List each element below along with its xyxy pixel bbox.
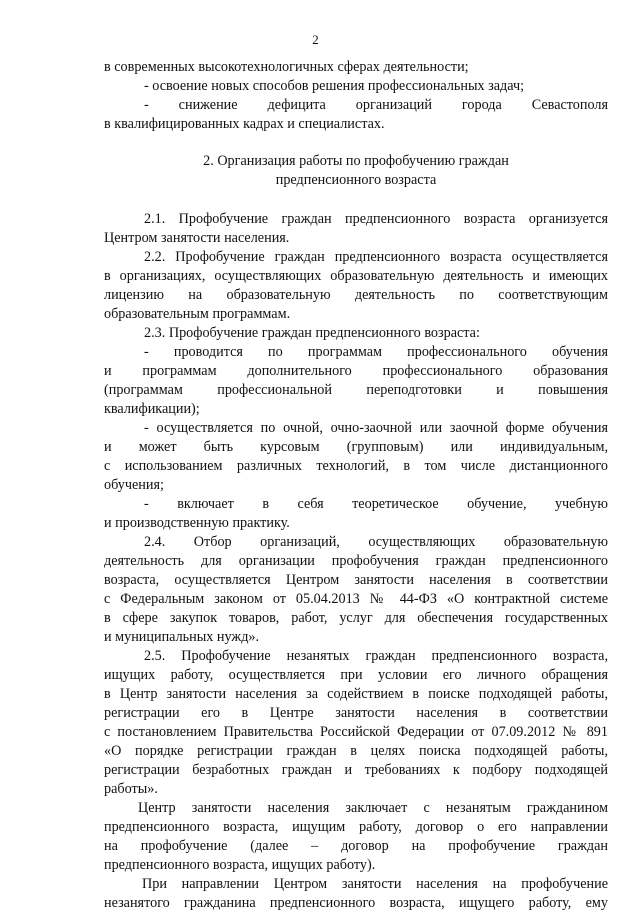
text-line: деятельность для организации профобучения граждан предпенсионного — [104, 553, 608, 569]
text-line: на профобучение (далее – договор на профобучение граждан — [104, 838, 608, 854]
text-line: лицензию на образовательную деятельность по соответствующим — [104, 287, 608, 303]
section-heading: 2. Организация работы по профобучению граждан — [203, 153, 509, 169]
text-line: с постановлением Правительства Российской Федерации от 07.09.2012 № 891 — [104, 724, 608, 740]
text-line: (программам профессиональной переподготовки и повышения — [104, 382, 608, 398]
text-line: и муниципальных нужд». — [104, 629, 260, 645]
text-line: квалификации); — [104, 401, 200, 417]
text-line: с использованием различных технологий, в том числе дистанционного — [104, 458, 608, 474]
text-line: 2.3. Профобучение граждан предпенсионного возраста: — [144, 325, 480, 341]
text-line: в современных высокотехнологичных сферах деятельности; — [104, 59, 469, 75]
text-line: возраста, осуществляется Центром занятости населения в соответствии — [104, 572, 608, 588]
text-line: - проводится по программам профессионального обучения — [144, 344, 608, 360]
text-line: - освоение новых способов решения профессиональных задач; — [144, 78, 525, 94]
text-line: предпенсионного возраста, ищущих работу). — [104, 857, 376, 873]
document-body — [104, 58, 608, 913]
text-line: - включает в себя теоретическое обучение, учебную — [144, 496, 608, 512]
text-line: в квалифицированных кадрах и специалистах. — [104, 116, 385, 132]
text-line: предпенсионного возраста, ищущим работу, договор о его направлении — [104, 819, 608, 835]
text-line: незанятого гражданина предпенсионного возраста, ищущего работу, ему — [104, 895, 608, 911]
text-line: в Центр занятости населения за содействием в поиске подходящей работы, — [104, 686, 608, 702]
text-line: При направлении Центром занятости населения на профобучение — [142, 876, 608, 892]
text-line: 2.4. Отбор организаций, осуществляющих образовательную — [144, 534, 608, 550]
text-line: в организациях, осуществляющих образовательную деятельность и имеющих — [104, 268, 608, 284]
text-line: - осуществляется по очной, очно-заочной или заочной форме обучения — [144, 420, 608, 436]
text-line: с Федеральным законом от 05.04.2013 № 44-ФЗ «О контрактной системе — [104, 591, 608, 607]
text-line: - снижение дефицита организаций города Севастополя — [144, 97, 608, 113]
text-line: работы». — [104, 781, 158, 797]
text-line: регистрации его в Центре занятости населения в соответствии — [104, 705, 608, 721]
text-line: 2.1. Профобучение граждан предпенсионного возраста организуется — [144, 211, 608, 227]
text-line: и может быть курсовым (групповым) или индивидуальным, — [104, 439, 608, 455]
text-line: «О порядке регистрации граждан в целях поиска подходящей работы, — [104, 743, 608, 759]
text-line: регистрации безработных граждан и требованиях к подбору подходящей — [104, 762, 608, 778]
text-line: 2.2. Профобучение граждан предпенсионного возраста осуществляется — [144, 249, 608, 265]
text-line: образовательным программам. — [104, 306, 291, 322]
text-line: Центром занятости населения. — [104, 230, 290, 246]
text-line: Центр занятости населения заключает с незанятым гражданином — [138, 800, 608, 816]
text-line: ищущих работу, осуществляется при условии его личного обращения — [104, 667, 608, 683]
text-line: 2.5. Профобучение незанятых граждан предпенсионного возраста, — [144, 648, 608, 664]
text-line: обучения; — [104, 477, 164, 493]
section-heading: предпенсионного возраста — [275, 172, 437, 188]
text-line: и производственную практику. — [104, 515, 290, 531]
page-number: 2 — [312, 32, 319, 47]
text-line: и программам дополнительного профессионального образования — [104, 363, 608, 379]
text-line: в сфере закупок товаров, работ, услуг для обеспечения государственных — [104, 610, 608, 626]
